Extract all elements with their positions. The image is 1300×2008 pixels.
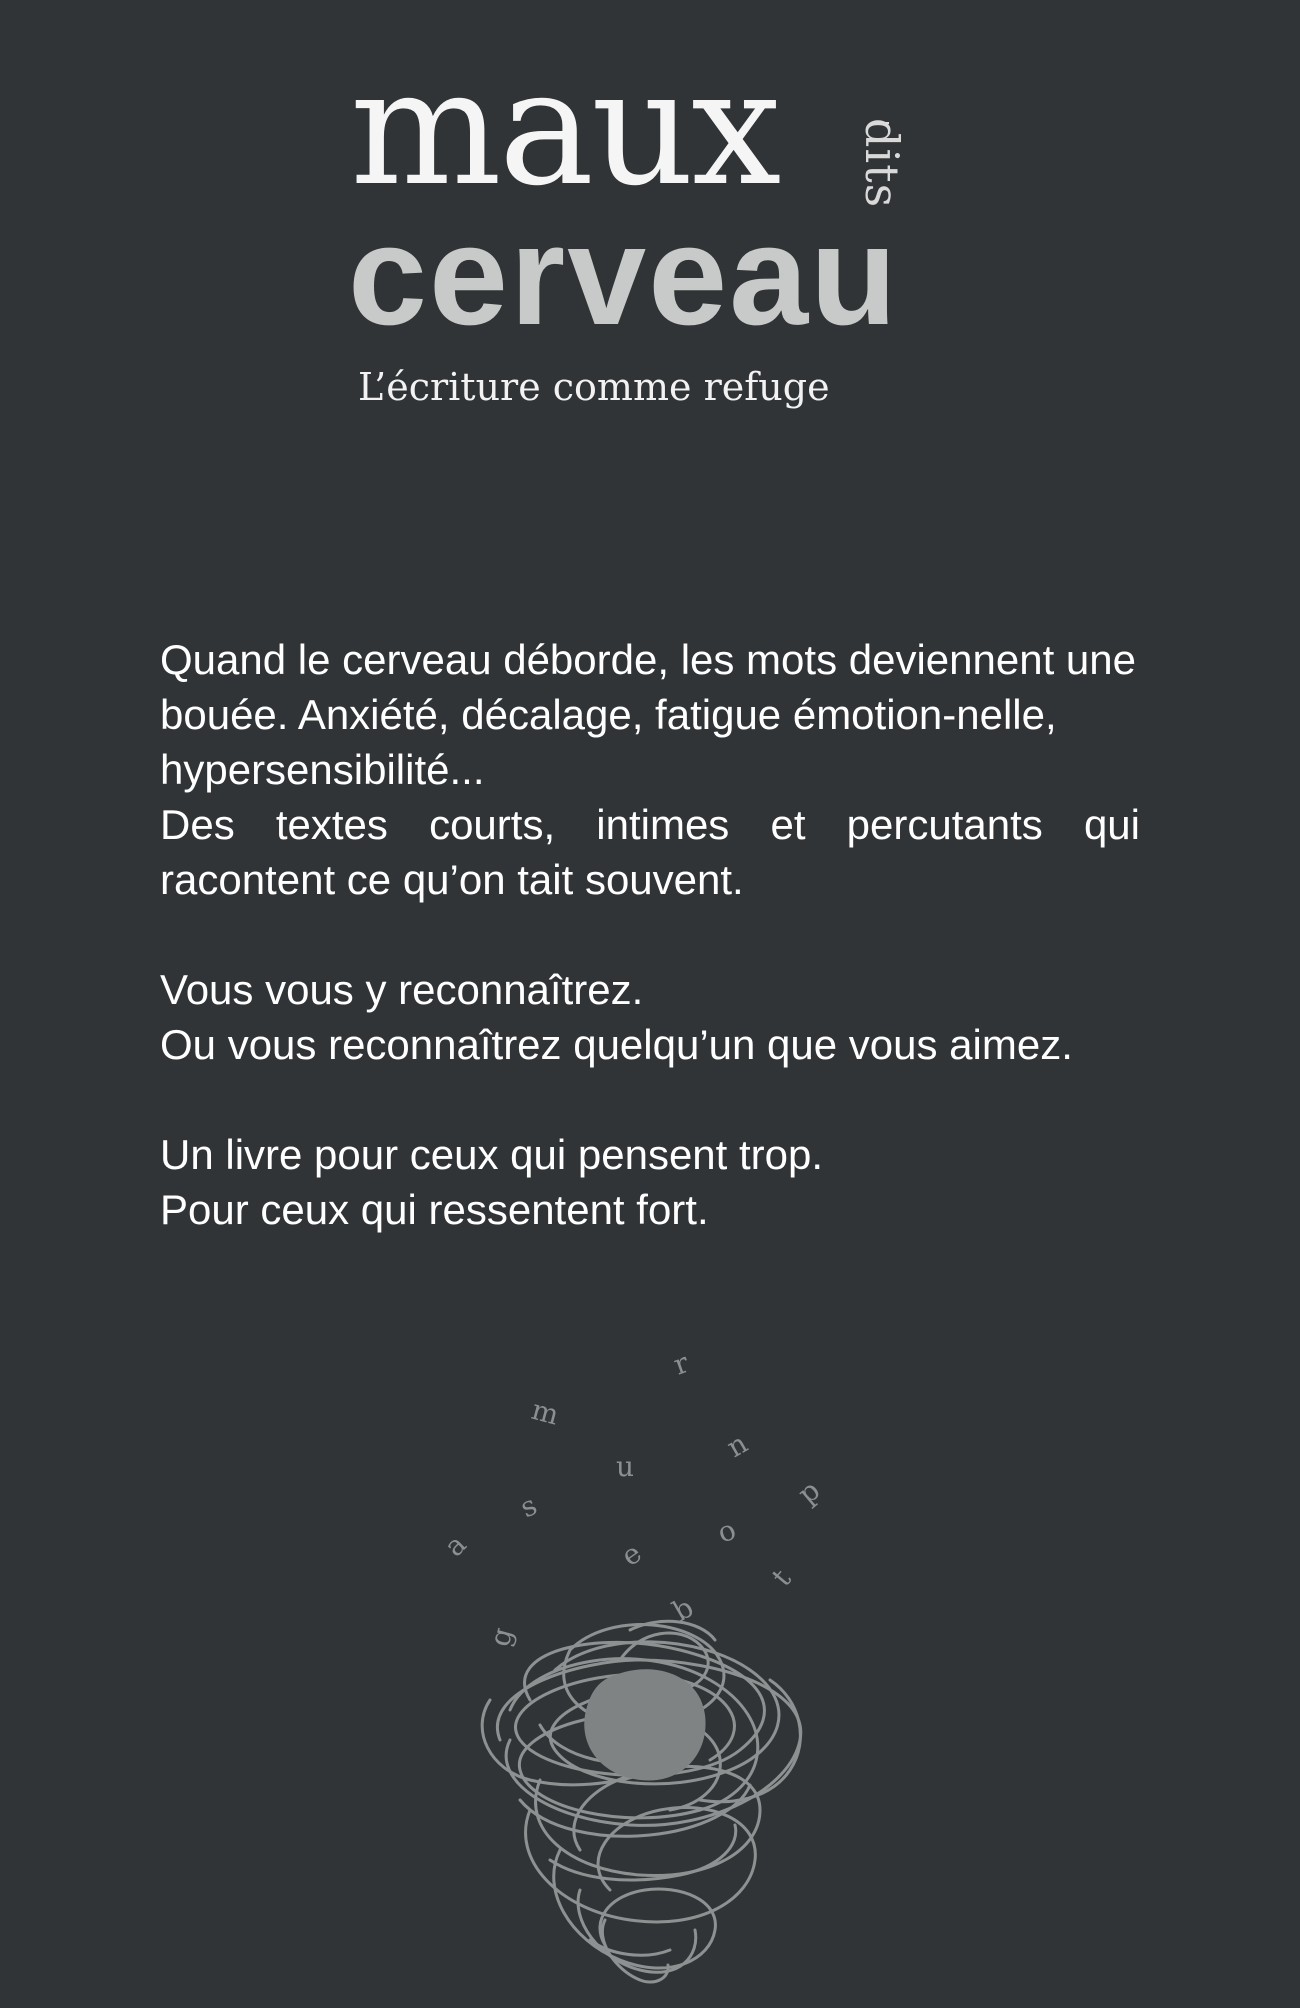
floating-letter: r [669,1345,693,1382]
title-maux: maux [350,34,779,221]
blurb-line: Des textes courts, intimes et percutants qui racontent ce qu’on tait souvent. [160,801,1140,903]
blurb-paragraph-3 [160,1127,1140,1237]
blurb-line: Quand le cerveau déborde, les mots deviennent une bouée. Anxiété, décalage, fatigue émotion-nelle, hypersensibilité... [160,636,1136,793]
blurb-paragraph-1 [160,632,1140,907]
floating-letter: o [713,1512,741,1550]
floating-letter: t [765,1562,798,1593]
subtitle: L’écriture comme refuge [358,365,830,409]
floating-letter: m [528,1392,563,1432]
floating-letter: b [667,1590,700,1629]
floating-letter: g [482,1623,520,1650]
floating-letter: s [515,1488,542,1525]
blurb-line: Vous vous y reconnaîtrez. [160,966,644,1013]
floating-letter: a [437,1527,473,1563]
blurb-line: Un livre pour ceux qui pensent trop. [160,1131,824,1178]
floating-letter: u [616,1450,635,1483]
title-cerveau: cerveau [348,196,899,355]
blurb-paragraph-2 [160,962,1140,1072]
floating-letters [438,1346,827,1650]
scribble-core [584,1669,705,1780]
floating-letter: p [791,1473,827,1511]
blurb-line: Ou vous reconnaîtrez quelqu’un que vous aimez. [160,1021,1073,1068]
floating-letter: e [615,1536,648,1573]
title-dits: dits [855,118,909,209]
blurb-line: Pour ceux qui ressentent fort. [160,1186,709,1233]
scribble-brain-illustration [380,1330,900,1990]
floating-letter: n [721,1426,754,1465]
